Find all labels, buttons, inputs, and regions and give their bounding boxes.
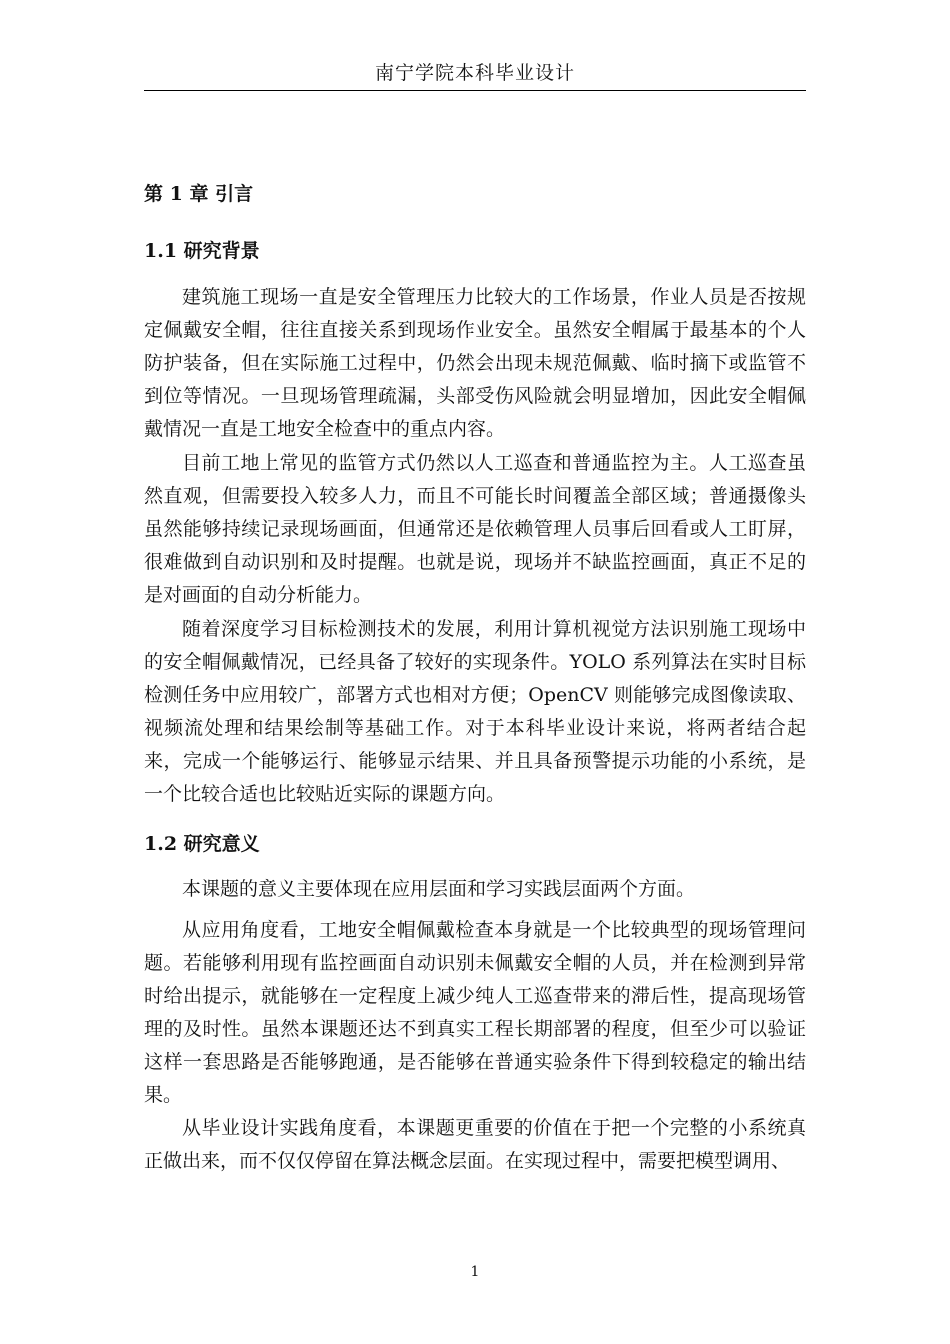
page-header-title: 南宁学院本科毕业设计 bbox=[374, 62, 575, 84]
paragraph: 本课题的意义主要体现在应用层面和学习实践层面两个方面。 bbox=[182, 878, 696, 900]
paragraph: 从应用角度看，工地安全帽佩戴检查本身就是一个比较典型的现场管理问题。若能够利用现有监控画面自动识别未佩戴安全帽的人员，并在检测到异常时给出提示，就能够在一定程度上减少纯人工巡查带来的滞后性，提高现场管理的及时性。虽然本课题还达不到真实工程长期部署的程度，但至少可以验证这样一套思路是否能够跑通，是否能够在普通实验条件下得到较稳定的输出结果。 bbox=[144, 919, 806, 1106]
paragraph: 目前工地上常见的监管方式仍然以人工巡查和普通监控为主。人工巡查虽然直观，但需要投入较多人力，而且不可能长时间覆盖全部区域；普通摄像头虽然能够持续记录现场画面，但通常还是依赖管理人员事后回看或人工盯屏，很难做到自动识别和及时提醒。也就是说，现场并不缺监控画面，真正不足的是对画面的自动分析能力。 bbox=[144, 452, 806, 606]
paragraph: 从毕业设计实践角度看，本课题更重要的价值在于把一个完整的小系统真正做出来，而不仅仅停留在算法概念层面。在实现过程中，需要把模型调用、 bbox=[144, 1117, 806, 1172]
section-heading-research-significance: 1.2 研究意义 bbox=[144, 833, 260, 855]
section-heading-research-background: 1.1 研究背景 bbox=[144, 240, 260, 262]
paragraph: 建筑施工现场一直是安全管理压力比较大的工作场景，作业人员是否按规定佩戴安全帽，往往直接关系到现场作业安全。虽然安全帽属于最基本的个人防护装备，但在实际施工过程中，仍然会出现未规范佩戴、临时摘下或监管不到位等情况。一旦现场管理疏漏，头部受伤风险就会明显增加，因此安全帽佩戴情况一直是工地安全检查中的重点内容。 bbox=[144, 286, 806, 440]
header-divider bbox=[144, 90, 806, 91]
chapter-title: 第 1 章 引言 bbox=[144, 183, 254, 205]
page-number: 1 bbox=[470, 1264, 480, 1280]
paragraph: 随着深度学习目标检测技术的发展，利用计算机视觉方法识别施工现场中的安全帽佩戴情况，已经具备了较好的实现条件。YOLO 系列算法在实时目标检测任务中应用较广，部署方式也相对方便；OpenCV 则能够完成图像读取、视频流处理和结果绘制等基础工作。对于本科毕业设计来说，将两者结合起来，完成一个能够运行、能够显示结果、并且具备预警提示功能的小系统，是一个比较合适也比较贴近实际的课题方向。 bbox=[144, 618, 806, 805]
